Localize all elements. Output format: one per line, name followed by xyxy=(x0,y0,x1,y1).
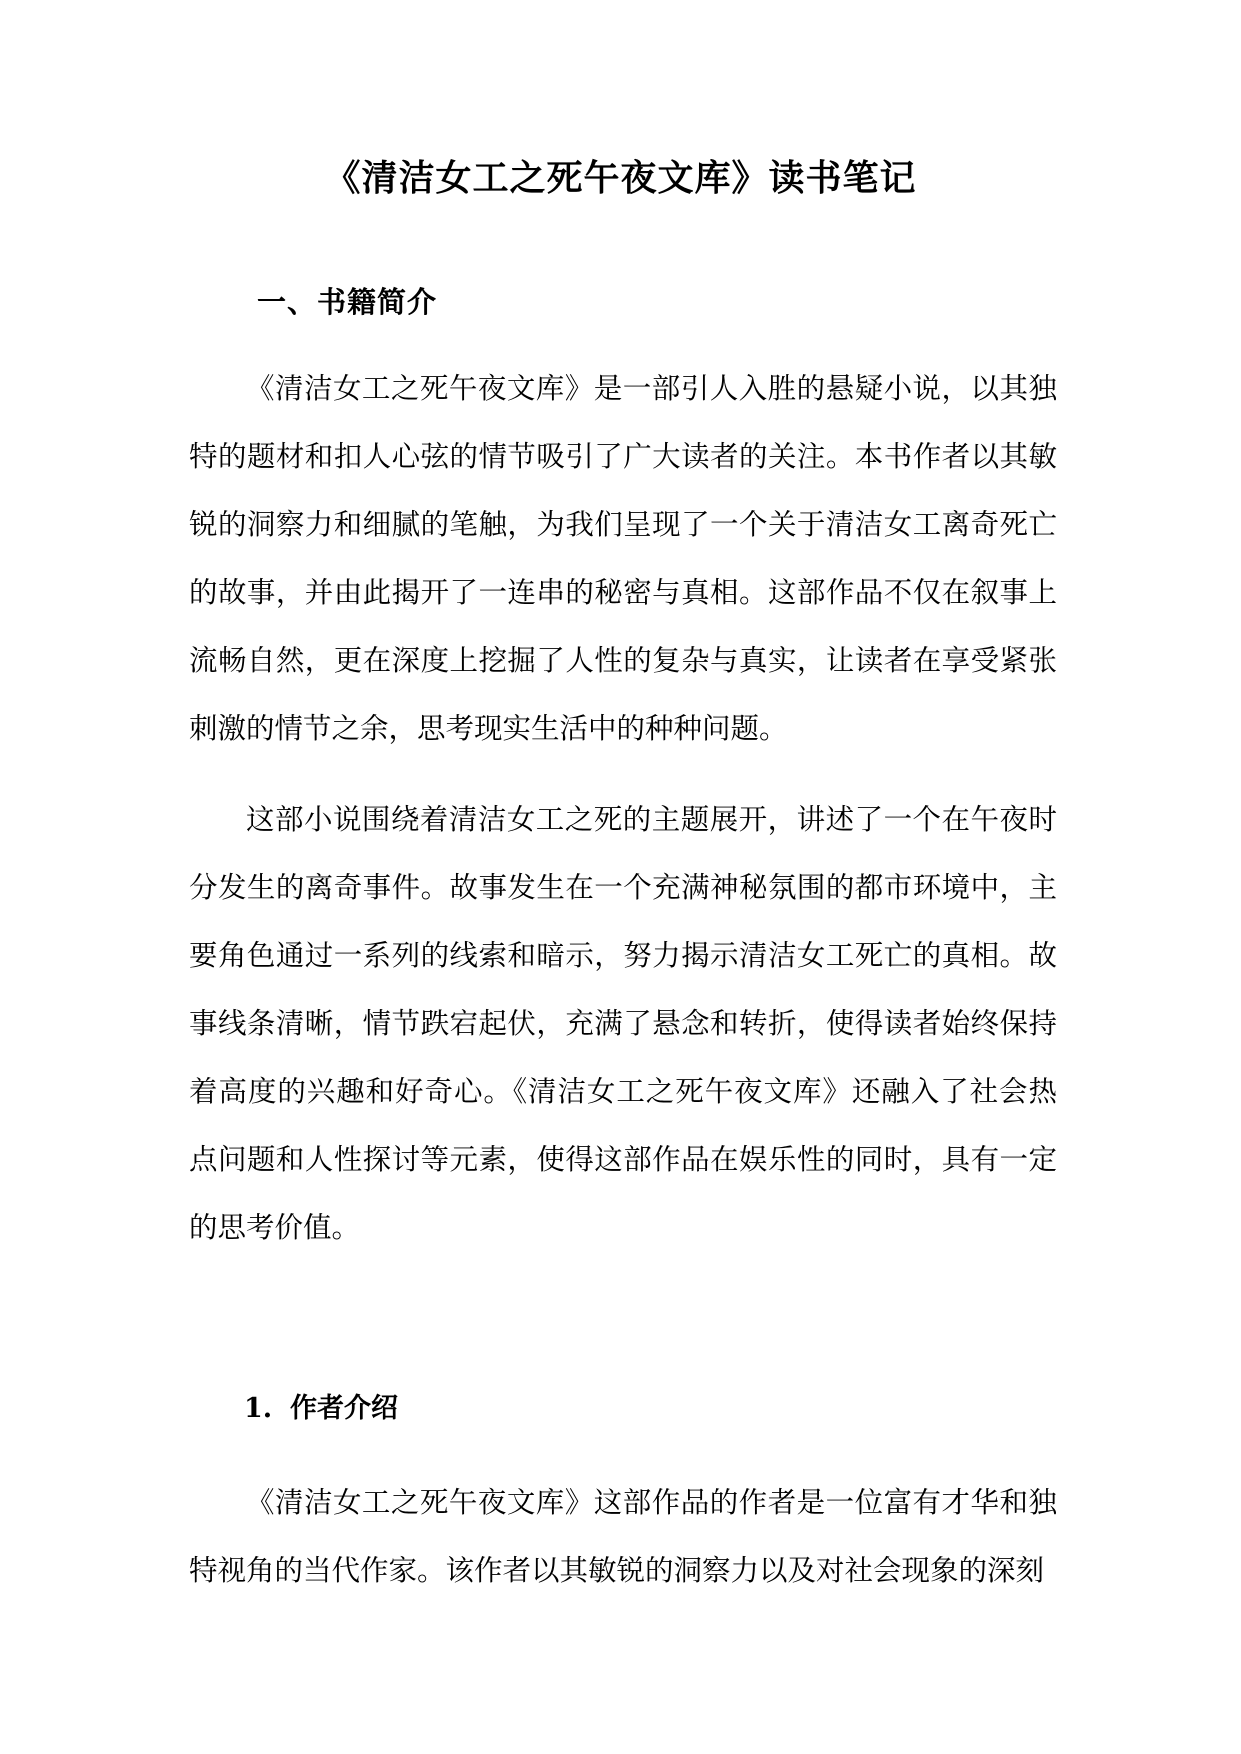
document-title: 《清洁女工之死午夜文库》读书笔记 xyxy=(324,157,917,199)
subsection-heading-author xyxy=(244,1384,398,1434)
subsection-number: 1. xyxy=(244,1393,273,1424)
paragraph-author-intro: 《清洁女工之死午夜文库》这部作品的作者是一位富有才华和独特视角的当代作家。该作者以其敏锐的洞察力以及对社会现象的深刻 xyxy=(189,1486,1057,1587)
paragraph-intro-1: 《清洁女工之死午夜文库》是一部引人入胜的悬疑小说，以其独特的题材和扣人心弦的情节吸引了广大读者的关注。本书作者以其敏锐的洞察力和细腻的笔触，为我们呈现了一个关于清洁女工离奇死亡的故事，并由此揭开了一连串的秘密与真相。这部作品不仅在叙事上流畅自然，更在深度上挖掘了人性的复杂与真实，让读者在享受紧张刺激的情节之余，思考现实生活中的种种问题。 xyxy=(189,372,1057,745)
subsection-heading-text: 作者介绍 xyxy=(290,1393,398,1424)
paragraph-intro-2: 这部小说围绕着清洁女工之死的主题展开，讲述了一个在午夜时分发生的离奇事件。故事发生在一个充满神秘氛围的都市环境中，主要角色通过一系列的线索和暗示，努力揭示清洁女工死亡的真相。故事线条清晰，情节跌宕起伏，充满了悬念和转折，使得读者始终保持着高度的兴趣和好奇心。《清洁女工之死午夜文库》还融入了社会热点问题和人性探讨等元素，使得这部作品在娱乐性的同时，具有一定的思考价值。 xyxy=(189,803,1057,1244)
section-heading-book-intro: 一、书籍简介 xyxy=(257,285,438,319)
